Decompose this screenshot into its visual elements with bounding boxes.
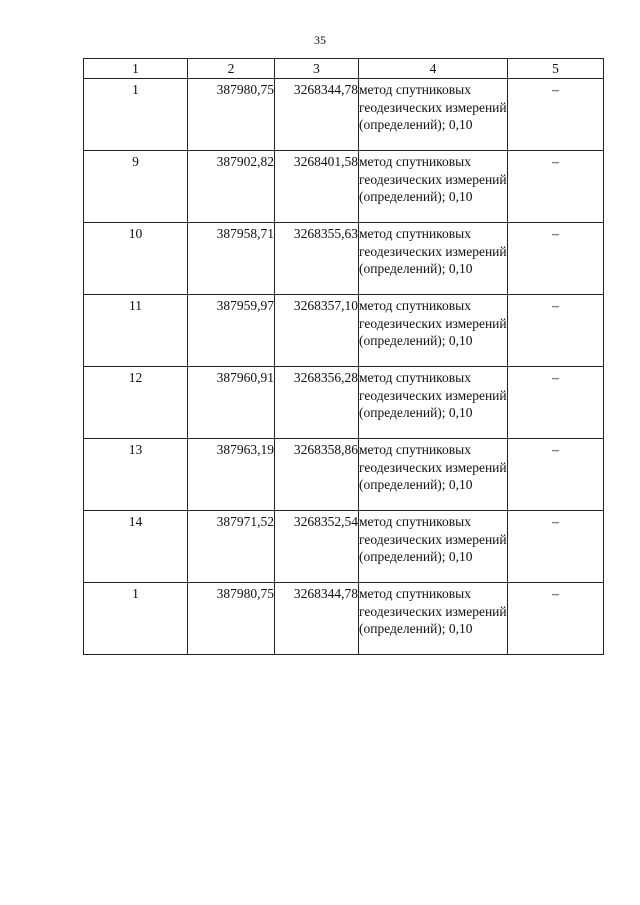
x-coordinate-cell: 387960,91 [188, 367, 275, 439]
point-number-cell: 11 [84, 295, 188, 367]
method-cell: метод спутниковых геодезических измерений (определений); 0,10 [359, 295, 508, 367]
y-coordinate-cell: 3268356,28 [275, 367, 359, 439]
method-cell: метод спутниковых геодезических измерений (определений); 0,10 [359, 511, 508, 583]
table-row [84, 223, 604, 295]
y-coordinate-cell: 3268352,54 [275, 511, 359, 583]
table-row [84, 511, 604, 583]
table-row [84, 151, 604, 223]
column-5-cell: – [508, 439, 604, 511]
point-number-cell: 1 [84, 583, 188, 655]
point-number-cell: 14 [84, 511, 188, 583]
point-number-cell: 10 [84, 223, 188, 295]
coordinates-table [83, 58, 604, 655]
column-header: 4 [359, 59, 508, 79]
column-5-cell: – [508, 367, 604, 439]
method-cell: метод спутниковых геодезических измерений (определений); 0,10 [359, 367, 508, 439]
table-row [84, 79, 604, 151]
column-5-cell: – [508, 79, 604, 151]
x-coordinate-cell: 387958,71 [188, 223, 275, 295]
table-row [84, 583, 604, 655]
point-number-cell: 9 [84, 151, 188, 223]
column-header: 2 [188, 59, 275, 79]
x-coordinate-cell: 387963,19 [188, 439, 275, 511]
table-row [84, 439, 604, 511]
column-header: 5 [508, 59, 604, 79]
y-coordinate-cell: 3268358,86 [275, 439, 359, 511]
y-coordinate-cell: 3268344,78 [275, 583, 359, 655]
point-number-cell: 1 [84, 79, 188, 151]
column-5-cell: – [508, 295, 604, 367]
x-coordinate-cell: 387971,52 [188, 511, 275, 583]
column-header: 1 [84, 59, 188, 79]
y-coordinate-cell: 3268344,78 [275, 79, 359, 151]
method-cell: метод спутниковых геодезических измерений (определений); 0,10 [359, 79, 508, 151]
y-coordinate-cell: 3268357,10 [275, 295, 359, 367]
method-cell: метод спутниковых геодезических измерений (определений); 0,10 [359, 439, 508, 511]
x-coordinate-cell: 387980,75 [188, 583, 275, 655]
column-5-cell: – [508, 511, 604, 583]
y-coordinate-cell: 3268355,63 [275, 223, 359, 295]
x-coordinate-cell: 387902,82 [188, 151, 275, 223]
x-coordinate-cell: 387959,97 [188, 295, 275, 367]
table-row [84, 295, 604, 367]
table-row [84, 367, 604, 439]
page-number: 35 [314, 33, 326, 47]
column-5-cell: – [508, 583, 604, 655]
method-cell: метод спутниковых геодезических измерений (определений); 0,10 [359, 151, 508, 223]
method-cell: метод спутниковых геодезических измерений (определений); 0,10 [359, 583, 508, 655]
column-5-cell: – [508, 223, 604, 295]
column-header: 3 [275, 59, 359, 79]
point-number-cell: 13 [84, 439, 188, 511]
point-number-cell: 12 [84, 367, 188, 439]
table-header-row [84, 59, 604, 79]
x-coordinate-cell: 387980,75 [188, 79, 275, 151]
column-5-cell: – [508, 151, 604, 223]
y-coordinate-cell: 3268401,58 [275, 151, 359, 223]
method-cell: метод спутниковых геодезических измерений (определений); 0,10 [359, 223, 508, 295]
